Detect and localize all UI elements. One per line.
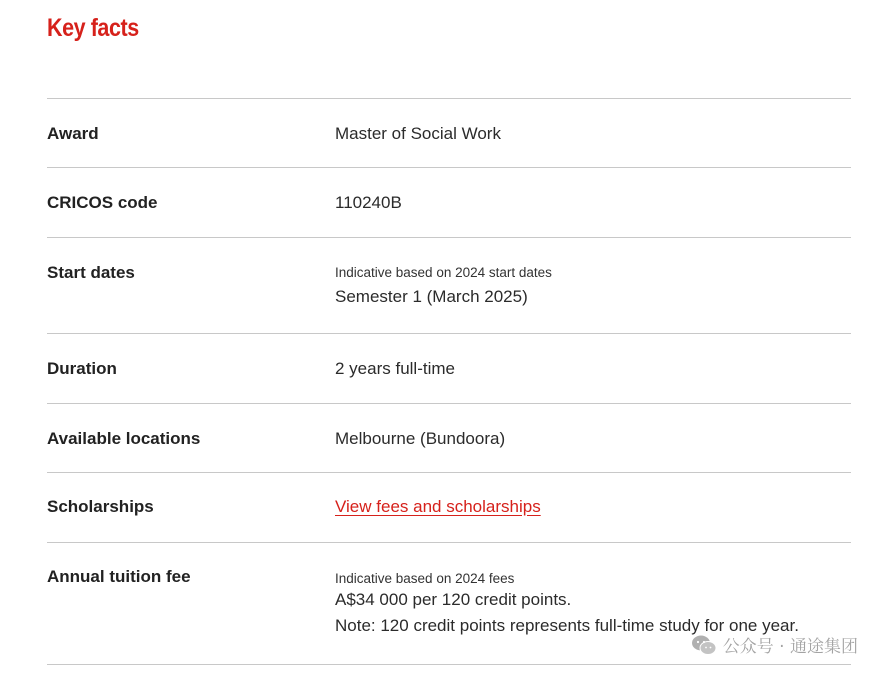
fact-value: A$34 000 per 120 credit points. xyxy=(335,590,572,609)
view-fees-scholarships-link[interactable]: View fees and scholarships xyxy=(335,497,541,516)
fact-row-scholarships xyxy=(47,473,851,543)
fact-label: Available locations xyxy=(47,429,201,448)
fact-value: 2 years full-time xyxy=(335,359,455,378)
fact-row-locations xyxy=(47,404,851,473)
fact-value-group xyxy=(335,571,851,639)
fact-label: Duration xyxy=(47,359,117,378)
fact-row-duration xyxy=(47,334,851,404)
fact-label: Start dates xyxy=(47,263,135,282)
wechat-icon xyxy=(691,634,717,656)
fact-row-start-dates xyxy=(47,238,851,334)
fact-value: Semester 1 (March 2025) xyxy=(335,287,528,306)
fact-label: Scholarships xyxy=(47,497,154,516)
fact-value-note: Note: 120 credit points represents full-time study for one year. xyxy=(335,616,799,635)
fact-label: Award xyxy=(47,124,99,143)
key-facts-table xyxy=(47,98,851,665)
page-title: Key facts xyxy=(47,14,139,42)
fact-value-group xyxy=(335,265,851,307)
fact-label: CRICOS code xyxy=(47,193,158,212)
fact-label: Annual tuition fee xyxy=(47,567,191,586)
fact-note: Indicative based on 2024 fees xyxy=(335,571,515,586)
fact-value-group xyxy=(335,497,851,517)
fact-row-award xyxy=(47,99,851,168)
fact-value: 110240B xyxy=(335,193,402,212)
fact-value: Master of Social Work xyxy=(335,124,501,143)
fact-row-cricos xyxy=(47,168,851,238)
watermark-text: 公众号 · 通途集团 xyxy=(722,637,858,657)
watermark xyxy=(691,632,858,657)
fact-value: Melbourne (Bundoora) xyxy=(335,429,506,448)
fact-note: Indicative based on 2024 start dates xyxy=(335,265,552,280)
